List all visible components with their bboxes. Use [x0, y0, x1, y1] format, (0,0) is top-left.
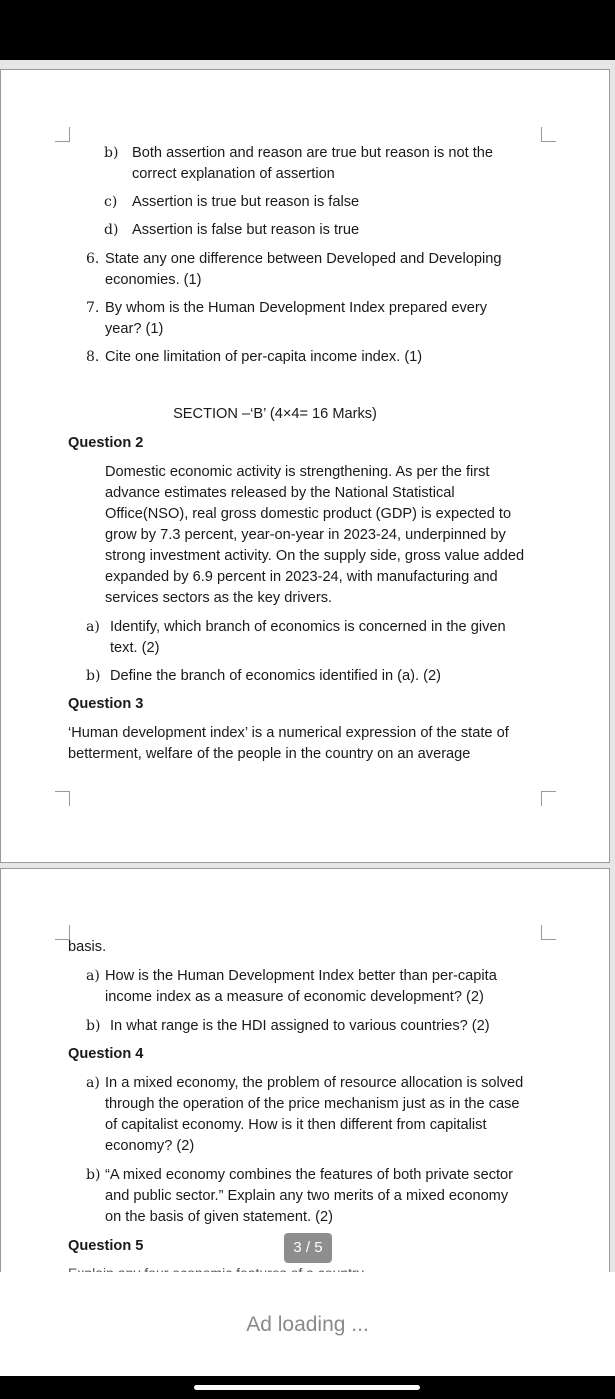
question-2-title: Question 2	[68, 435, 144, 451]
question-3-text: ‘Human development index’ is a numerical expression of the state of betterment, welfare of the people in the country on an average	[68, 725, 509, 762]
question-5-title: Question 5	[68, 1238, 144, 1254]
question-3a-text: How is the Human Development Index better than per-capita income index as a measure of economic development? (2)	[105, 968, 497, 1005]
list-marker: a)	[86, 968, 100, 984]
list-marker: a)	[86, 1075, 100, 1091]
crop-mark	[541, 127, 556, 142]
section-heading: SECTION –‘B’ (4×4= 16 Marks)	[173, 406, 377, 422]
list-marker: b)	[86, 1167, 101, 1183]
crop-mark	[55, 127, 70, 142]
question-4a-text: In a mixed economy, the problem of resource allocation is solved through the operation of the price mechanism just as in the case of capitalist economy. How is it then different from capitalist economy? (2)	[105, 1075, 524, 1154]
question-3b-text: In what range is the HDI assigned to various countries? (2)	[110, 1018, 490, 1034]
option-d-text: Assertion is false but reason is true	[132, 222, 360, 238]
option-b-text: Both assertion and reason are true but reason is not the correct explanation of assertion	[132, 145, 494, 182]
list-marker: d)	[104, 222, 119, 238]
ad-loading-text: Ad loading ...	[246, 1313, 369, 1336]
list-marker: 7.	[86, 300, 100, 316]
question-8-text: Cite one limitation of per-capita income index. (1)	[105, 349, 423, 365]
clipped-text-line	[68, 1264, 488, 1272]
question-2b-text: Define the branch of economics identified in (a). (2)	[110, 668, 441, 684]
question-2-passage: Domestic economic activity is strengthening. As per the first advance estimates released by the National Statistical Office(NSO), real gross domestic product (GDP) is expected to grow by 7.3 percent, year-on-year in 2023-24, underpinned by strong investment activity. On the supply side, gross value added expanded by 6.9 percent in 2023-24, with manufacturing and services sectors as the key drivers.	[105, 464, 525, 606]
list-marker: 8.	[86, 349, 100, 365]
list-marker: a)	[86, 619, 100, 635]
question-7-text: By whom is the Human Development Index prepared every year? (1)	[105, 300, 488, 337]
question-6-text: State any one difference between Developed and Developing economies. (1)	[105, 251, 502, 288]
question-4b-text: “A mixed economy combines the features of both private sector and public sector.” Explain any two merits of a mixed economy on the basis of given statement. (2)	[105, 1167, 514, 1225]
list-marker: b)	[104, 145, 119, 161]
crop-mark	[541, 791, 556, 806]
question-3-continuation: basis.	[68, 939, 107, 955]
list-marker: 6.	[86, 251, 100, 267]
list-marker: b)	[86, 1018, 101, 1034]
list-marker: b)	[86, 668, 101, 684]
page-indicator: 3 / 5	[284, 1233, 332, 1263]
home-gesture-bar[interactable]	[194, 1385, 420, 1390]
question-3-title: Question 3	[68, 696, 144, 712]
status-bar	[0, 0, 615, 60]
list-marker: c)	[104, 194, 118, 210]
crop-mark	[541, 925, 556, 940]
option-c-text: Assertion is true but reason is false	[132, 194, 360, 210]
question-4-title: Question 4	[68, 1046, 144, 1062]
question-2a-text: Identify, which branch of economics is concerned in the given text. (2)	[110, 619, 506, 656]
crop-mark	[55, 791, 70, 806]
